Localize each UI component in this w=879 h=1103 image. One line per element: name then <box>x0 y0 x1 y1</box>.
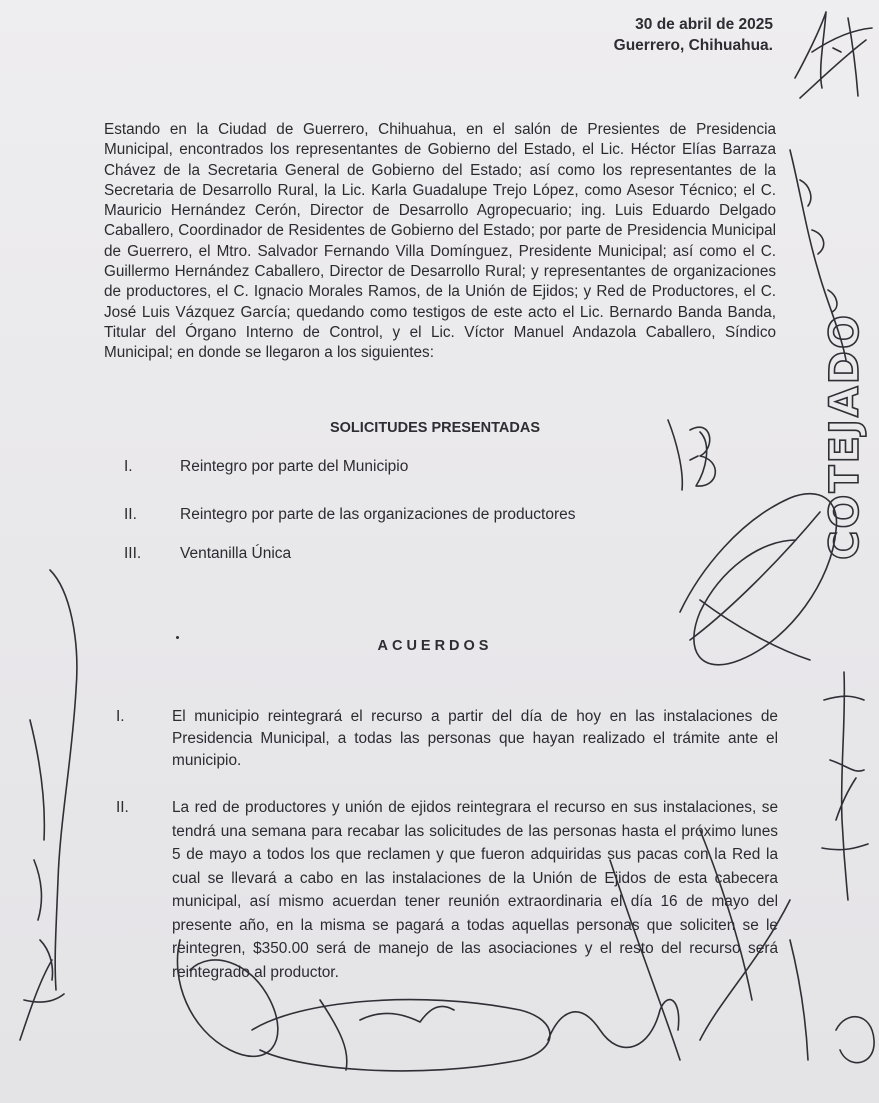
bottom-center-signature <box>252 1000 550 1071</box>
solicitud-text: Ventanilla Única <box>180 545 292 562</box>
solicitud-number: II. <box>124 506 137 523</box>
solicitud-item <box>124 458 408 476</box>
right-lower-signature <box>822 672 868 900</box>
acuerdo-number: I. <box>116 708 125 725</box>
document-date: 30 de abril de 2025 <box>635 16 773 33</box>
solicitud-number: III. <box>124 545 142 562</box>
acuerdo-item <box>116 706 778 772</box>
intro-paragraph: Estando en la Ciudad de Guerrero, Chihuahua, en el salón de Presientes de Presidencia Municipal, encontrados los representantes de Gobierno del Estado, el Lic. Héctor Elías Barraza Chávez de la Secretaria General de Gobierno del Estado; así como los representantes de la Secretaria de Desarrollo Rural, la Lic. Karla Guadalupe Trejo López, como Asesor Técnico; el C. Mauricio Hernández Cerón, Director de Desarrollo Agropecuario; ing. Luis Eduardo Delgado Caballero, Coordinador de Residentes de Gobierno del Estado; por parte de Presidencia Municipal de Guerrero, el Mtro. Salvador Fernando Villa Domínguez, Presidente Municipal; así como el C. Guillermo Hernández Caballero, Director de Desarrollo Rural; y representantes de organizaciones de productores, el C. Ignacio Morales Ramos, de la Unión de Ejidos; y Red de Productores, el C. José Luis Vázquez García; quedando como testigos de este acto el Lic. Bernardo Banda Banda, Titular del Órgano Interno de Control, y el Lic. Víctor Manuel Andazola Caballero, Síndico Municipal; en donde se llegaron a los siguientes: <box>104 121 776 362</box>
acuerdos-heading: ACUERDOS <box>377 638 493 654</box>
top-right-initials <box>795 12 872 98</box>
acuerdo-text: La red de productores y unión de ejidos reintegrara el recurso en sus instalaciones, se tendrá una semana para recabar las solicitudes de las personas hasta el próximo lunes 5 de mayo a todos los que reclamen y que fueron adquiridas sus pacas con la Red la cual se llevará a cabo en las instalaciones de la Unión de Ejidos de esta cabecera municipal, así mismo acuerdan tener reunión extraordinaria el día 16 de mayo del presente año, en la misma se pagará a todas aquellas personas que soliciten se le reintegren, $350.00 será de manejo de las asociaciones y el resto del recurso será reintegrado al productor. <box>172 799 778 981</box>
acuerdo-text: El municipio reintegrará el recurso a partir del día de hoy en las instalaciones de Presidencia Municipal, a todas las personas que hayan realizado el trámite ante el municipio. <box>172 708 778 769</box>
acuerdo-item <box>116 796 778 984</box>
solicitud-item <box>124 506 576 524</box>
stamp-text: COTEJADO <box>822 312 868 560</box>
solicitud-item <box>124 545 291 563</box>
document-place: Guerrero, Chihuahua. <box>613 37 773 54</box>
cotejado-stamp <box>822 313 868 560</box>
corner-mark <box>836 1017 874 1063</box>
solicitud-text: Reintegro por parte del Municipio <box>180 458 409 475</box>
right-margin-signature <box>790 150 846 360</box>
acuerdo-number: II. <box>116 799 129 816</box>
solicitud-text: Reintegro por parte de las organizaciones de productores <box>180 506 576 523</box>
date-place-header <box>614 14 773 56</box>
solicitud-number: I. <box>124 458 133 475</box>
solicitudes-heading: SOLICITUDES PRESENTADAS <box>329 420 540 436</box>
